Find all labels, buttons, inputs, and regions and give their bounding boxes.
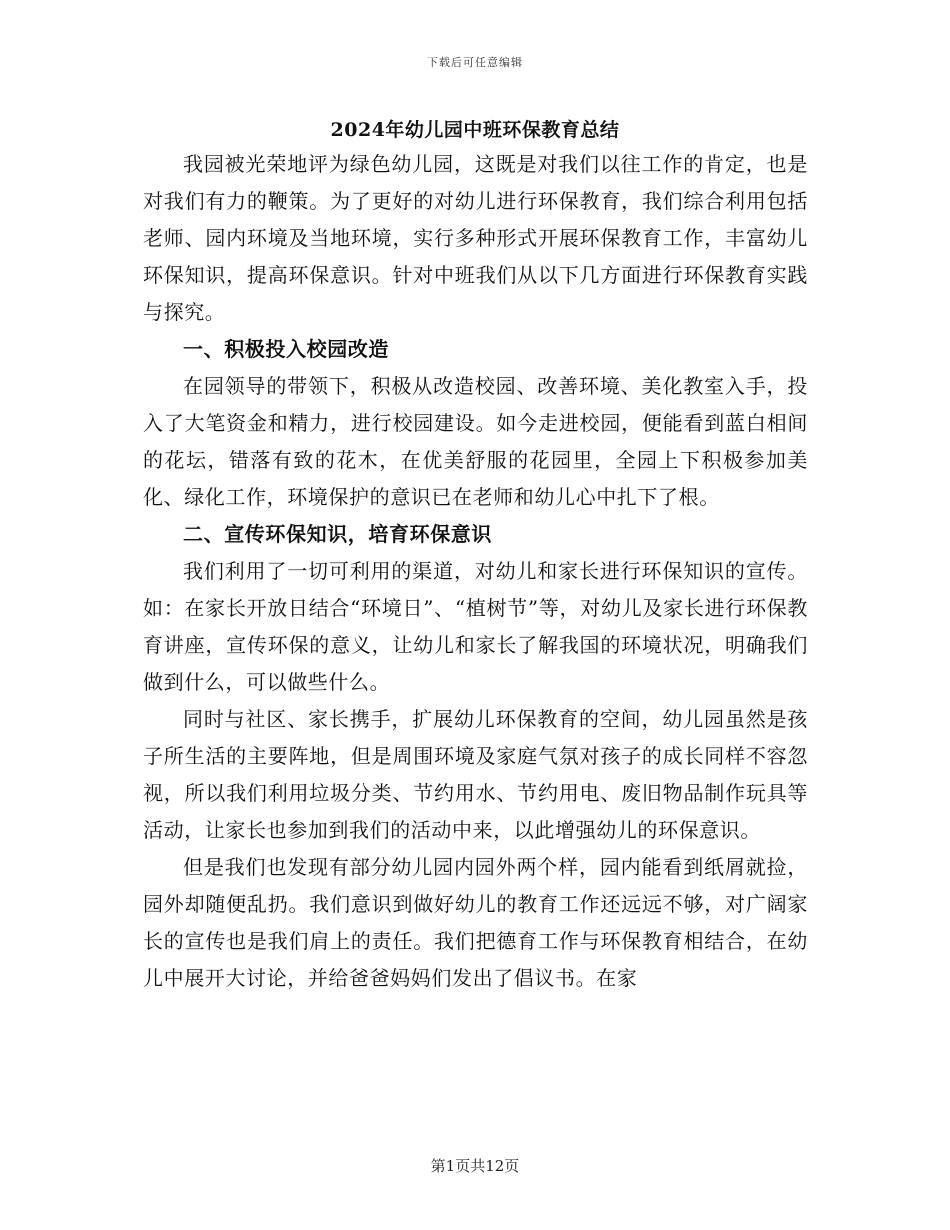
section-heading-1: 一、积极投入校园改造 <box>183 337 389 361</box>
document-body <box>143 146 808 997</box>
section-2-paragraph-3: 但是我们也发现有部分幼儿园内园外两个样，园内能看到纸屑就捡，园外却随便乱扔。我们意识到做好幼儿的教育工作还远远不够，对广阔家长的宣传也是我们肩上的责任。我们把德育工作与环保教育相结合，在幼儿中展开大讨论，并给爸爸妈妈们发出了倡议书。在家 <box>143 855 808 990</box>
page-number-footer: 第1页共12页 <box>430 1157 520 1175</box>
section-1-paragraph: 在园领导的带领下，积极从改造校园、改善环境、美化教室入手，投入了大笔资金和精力，进行校园建设。如今走进校园，便能看到蓝白相间的花坛，错落有致的花木，在优美舒服的花园里，全园上下积极参加美化、绿化工作，环境保护的意识已在老师和幼儿心中扎下了根。 <box>143 374 808 509</box>
document-title: 2024年幼儿园中班环保教育总结 <box>330 119 620 141</box>
page-header-note: 下载后可任意编辑 <box>427 56 523 69</box>
section-heading-2: 二、宣传环保知识，培育环保意识 <box>183 522 492 546</box>
section-2-paragraph-1: 我们利用了一切可利用的渠道，对幼儿和家长进行环保知识的宣传。如：在家长开放日结合“环境日”、“植树节”等，对幼儿及家长进行环保教育讲座，宣传环保的意义，让幼儿和家长了解我国的环境状况，明确我们做到什么，可以做些什么。 <box>143 559 808 694</box>
section-2-paragraph-2: 同时与社区、家长携手，扩展幼儿环保教育的空间，幼儿园虽然是孩子所生活的主要阵地，但是周围环境及家庭气氛对孩子的成长同样不容忽视，所以我们利用垃圾分类、节约用水、节约用电、废旧物品制作玩具等活动，让家长也参加到我们的活动中来，以此增强幼儿的环保意识。 <box>143 707 808 842</box>
intro-paragraph: 我园被光荣地评为绿色幼儿园，这既是对我们以往工作的肯定，也是对我们有力的鞭策。为了更好的对幼儿进行环保教育，我们综合利用包括老师、园内环境及当地环境，实行多种形式开展环保教育工作，丰富幼儿环保知识，提高环保意识。针对中班我们从以下几方面进行环保教育实践与探究。 <box>143 152 808 324</box>
